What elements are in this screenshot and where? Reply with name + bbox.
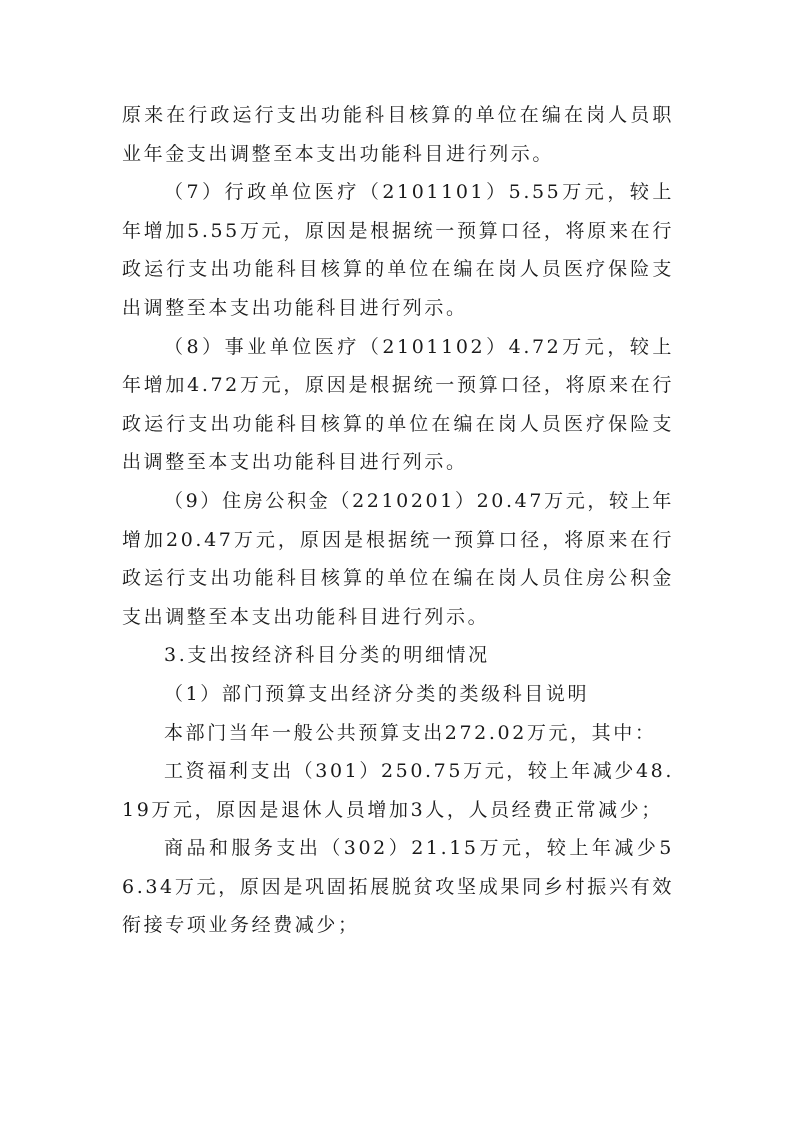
paragraph-total: 本部门当年一般公共预算支出272.02万元，其中： xyxy=(164,721,657,744)
document-body xyxy=(122,96,674,945)
paragraph-continuation: 原来在行政运行支出功能科目核算的单位在编在岗人员职业年金支出调整至本支出功能科目进行列示。 xyxy=(122,104,674,165)
paragraph-salary: 工资福利支出（301）250.75万元，较上年减少48.19万元，原因是退休人员增加3人，人员经费正常减少； xyxy=(122,760,674,821)
section-heading: 3.支出按经济科目分类的明细情况 xyxy=(164,644,490,667)
paragraph-item-8: （8）事业单位医疗（2101102）4.72万元，较上年增加4.72万元，原因是根据统一预算口径，将原来在行政运行支出功能科目核算的单位在编在岗人员医疗保险支出调整至本支出功能科目进行列示。 xyxy=(122,335,674,474)
paragraph-item-7: （7）行政单位医疗（2101101）5.55万元，较上年增加5.55万元，原因是根据统一预算口径，将原来在行政运行支出功能科目核算的单位在编在岗人员医疗保险支出调整至本支出功能科目进行列示。 xyxy=(122,181,674,319)
paragraph-goods-services: 商品和服务支出（302）21.15万元，较上年减少56.34万元，原因是巩固拓展脱贫攻坚成果同乡村振兴有效衔接专项业务经费减少； xyxy=(122,837,674,937)
subsection-heading: （1）部门预算支出经济分类的类级科目说明 xyxy=(164,682,590,705)
paragraph-item-9: （9）住房公积金（2210201）20.47万元，较上年增加20.47万元，原因是根据统一预算口径，将原来在行政运行支出功能科目核算的单位在编在岗人员住房公积金支出调整至本支出功能科目进行列示。 xyxy=(122,489,674,628)
